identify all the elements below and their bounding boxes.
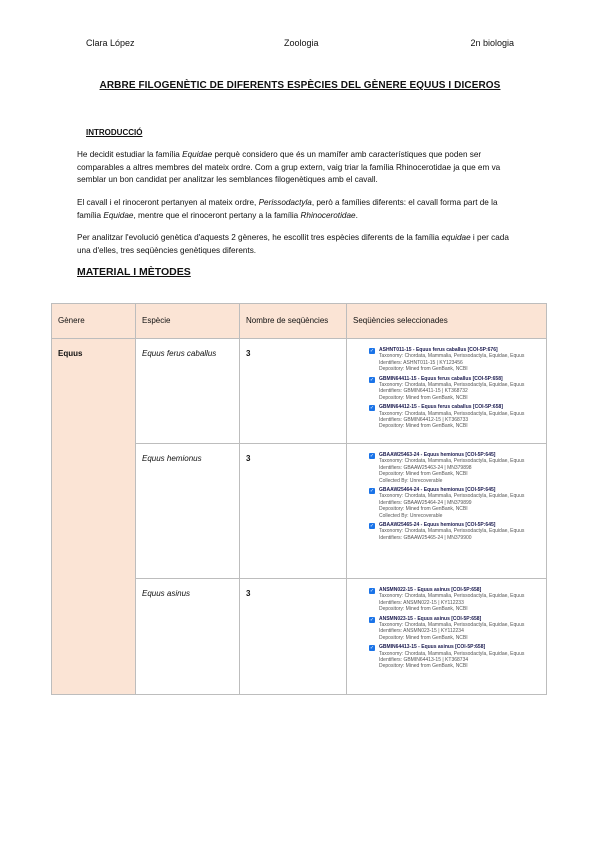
sequence-entry	[369, 644, 542, 670]
sequence-details	[379, 644, 524, 670]
header-cell-sequences: Seqüències seleccionades	[347, 304, 547, 339]
sequence-line: Identifiers: ASHNT011-15 | KY123456	[379, 359, 463, 366]
checkbox-checked-icon[interactable]: ✓	[369, 453, 375, 459]
sequence-taxonomy: Taxonomy: Chordata, Mammalia, Perissodactyla, Equidae, Equus	[379, 382, 525, 389]
text-run: perquè considero que és un mamífer amb característiques que poden ser comparables a altres membres del mateix ordre. Com a grup extern, vaig triar la família Rhinocerotidae ja que em va semblar un bon candidat per analitzar les semblances filogenètiques amb el cavall.	[77, 150, 501, 184]
header-cell-count: Nombre de seqüències	[240, 304, 347, 339]
sequence-line: Depository: Mined from GenBank, NCBI	[379, 394, 468, 401]
header-author: Clara López	[86, 38, 135, 48]
text-run: , però a famílies diferents: el cavall forma part de la família	[77, 198, 498, 220]
sequence-entry	[369, 616, 542, 642]
section-heading: MATERIAL I MÈTODES	[77, 266, 191, 278]
sequence-title: GBAAW25463-24 - Equus hemionus [COI-5P:645]	[379, 452, 496, 458]
sequence-details	[379, 587, 524, 613]
sequence-line: Depository: Mined from GenBank, NCBI	[379, 423, 468, 430]
species-table	[51, 303, 547, 695]
checkbox-checked-icon[interactable]: ✓	[369, 488, 375, 495]
species-cell: Equus asinus	[136, 579, 240, 695]
sequence-details	[379, 347, 524, 373]
sequence-details	[379, 616, 524, 642]
sequence-taxonomy: Taxonomy: Chordata, Mammalia, Perissodactyla, Equidae, Equus	[379, 528, 525, 535]
sequence-line: Identifiers: GBMIN64412-15 | KT368733	[379, 417, 469, 424]
sequence-taxonomy: Taxonomy: Chordata, Mammalia, Perissodactyla, Equidae, Equus	[379, 458, 525, 465]
species-cell: Equus hemionus	[136, 444, 240, 579]
text-run: He decidit estudiar la família	[77, 150, 183, 159]
checkbox-checked-icon[interactable]: ✓	[369, 523, 375, 530]
text-run: .	[355, 210, 358, 220]
sequence-title: GBMIN64413-15 - Equus asinus [COI-5P:658]	[379, 644, 486, 651]
count-cell: 3	[240, 579, 347, 695]
checkbox-checked-icon[interactable]: ✓	[369, 645, 375, 652]
table-header-row	[52, 304, 547, 339]
sequence-title: ANSMN022-15 - Equus asinus [COI-5P:658]	[379, 587, 482, 593]
sequence-taxonomy: Taxonomy: Chordata, Mammalia, Perissodactyla, Equidae, Equus	[379, 493, 525, 500]
sequence-line: Collected By: Unrecoverable	[379, 512, 443, 519]
sequence-details	[379, 404, 524, 430]
sequence-taxonomy: Taxonomy: Chordata, Mammalia, Perissodactyla, Equidae, Equus	[379, 593, 525, 600]
sequence-entry	[369, 587, 542, 613]
table-row	[52, 339, 547, 444]
sequence-title: ASHNT011-15 - Equus ferus caballus [COI-5P:676]	[379, 347, 498, 353]
species-cell: Equus ferus caballus	[136, 339, 240, 444]
sequence-line: Depository: Mined from GenBank, NCBI	[379, 634, 468, 641]
sequence-details	[379, 376, 524, 402]
sequence-line: Identifiers: GBMIN64413-15 | KT368734	[379, 657, 469, 664]
sequence-line: Identifiers: GBAAW25464-24 | MN379899	[379, 499, 472, 506]
sequence-line: Depository: Mined from GenBank, NCBI	[379, 366, 468, 373]
sequence-line: Identifiers: ANSMN023-15 | KY112234	[379, 628, 464, 635]
header-subject: Zoologia	[284, 38, 319, 48]
sequence-line: Depository: Mined from GenBank, NCBI	[379, 663, 468, 670]
checkbox-checked-icon[interactable]: ✓	[369, 588, 375, 594]
sequence-line: Depository: Mined from GenBank, NCBI	[379, 471, 468, 478]
sequence-title: GBAAW25465-24 - Equus hemionus [COI-5P:645]	[379, 522, 496, 529]
sequence-taxonomy: Taxonomy: Chordata, Mammalia, Perissodactyla, Equidae, Equus	[379, 410, 525, 417]
sequence-details	[379, 522, 524, 541]
sequence-taxonomy: Taxonomy: Chordata, Mammalia, Perissodactyla, Equidae, Equus	[379, 353, 525, 360]
sequence-line: Identifiers: GBMIN64411-15 | KT368732	[379, 388, 468, 395]
count-cell: 3	[240, 444, 347, 579]
sequence-title: GBMIN64411-15 - Equus ferus caballus [COI-5P:658]	[379, 375, 503, 382]
italic-term: Perissodactyla	[258, 198, 312, 207]
sequence-line: Depository: Mined from GenBank, NCBI	[379, 606, 468, 613]
header-course: 2n biologia	[470, 38, 514, 48]
count-cell: 3	[240, 339, 347, 444]
sequence-entry	[369, 347, 542, 373]
sequence-line: Identifiers: GBAAW25463-24 | MN379898	[379, 464, 472, 471]
sequence-entry	[369, 404, 542, 430]
sequence-entry	[369, 452, 542, 484]
italic-term: Rhinocerotidae	[300, 210, 356, 220]
sequence-taxonomy: Taxonomy: Chordata, Mammalia, Perissodactyla, Equidae, Equus	[379, 622, 525, 629]
italic-term: equidae	[441, 233, 471, 242]
sequence-line: Identifiers: ANSMN022-15 | KY112233	[379, 599, 464, 606]
sequence-entry	[369, 487, 542, 519]
intro-heading: INTRODUCCIÓ	[86, 128, 143, 137]
intro-paragraph-1	[77, 149, 517, 187]
text-run: , mentre que el rinoceront pertany a la família	[133, 210, 301, 220]
italic-term: Equidae	[182, 150, 213, 159]
sequence-taxonomy: Taxonomy: Chordata, Mammalia, Perissodactyla, Equidae, Equus	[379, 650, 525, 657]
sequence-line: Depository: Mined from GenBank, NCBI	[379, 506, 468, 513]
text-run: Per analitzar l'evolució genètica d'aquests 2 gèneres, he escollit tres espècies diferents de la família	[77, 233, 442, 242]
sequence-title: GBAAW25464-24 - Equus hemionus [COI-5P:645]	[379, 487, 496, 494]
text-run: El cavall i el rinoceront pertanyen al mateix ordre,	[77, 198, 259, 207]
header-cell-species: Espècie	[136, 304, 240, 339]
sequence-line: Identifiers: GBAAW25465-24 | MN379900	[379, 534, 472, 541]
sequences-cell	[347, 339, 547, 444]
checkbox-checked-icon[interactable]: ✓	[369, 616, 375, 623]
page-header	[86, 38, 514, 50]
header-cell-genus: Gènere	[52, 304, 136, 339]
sequence-entry	[369, 376, 542, 402]
document-title: ARBRE FILOGENÈTIC DE DIFERENTS ESPÈCIES DEL GÈNERE EQUUS I DICEROS	[99, 80, 501, 91]
sequence-title: ANSMN023-15 - Equus asinus [COI-5P:658]	[379, 615, 482, 622]
sequence-entry	[369, 522, 542, 541]
italic-term: Equidae	[103, 210, 134, 220]
sequence-details	[379, 452, 524, 484]
checkbox-checked-icon[interactable]: ✓	[369, 376, 375, 383]
intro-paragraph-3	[77, 232, 517, 257]
sequences-cell	[347, 444, 547, 579]
genus-cell: Equus	[52, 339, 136, 695]
sequence-details	[379, 487, 524, 519]
sequence-line: Collected By: Unrecoverable	[379, 477, 443, 484]
text-run: i per cada una d'elles, tres seqüències genètiques diferents.	[77, 233, 509, 255]
checkbox-checked-icon[interactable]: ✓	[369, 405, 375, 412]
sequence-title: GBMIN64412-15 - Equus ferus caballus [COI-5P:658]	[379, 404, 503, 411]
intro-paragraph-2	[77, 197, 517, 222]
checkbox-checked-icon[interactable]: ✓	[369, 348, 375, 354]
sequences-cell	[347, 579, 547, 695]
